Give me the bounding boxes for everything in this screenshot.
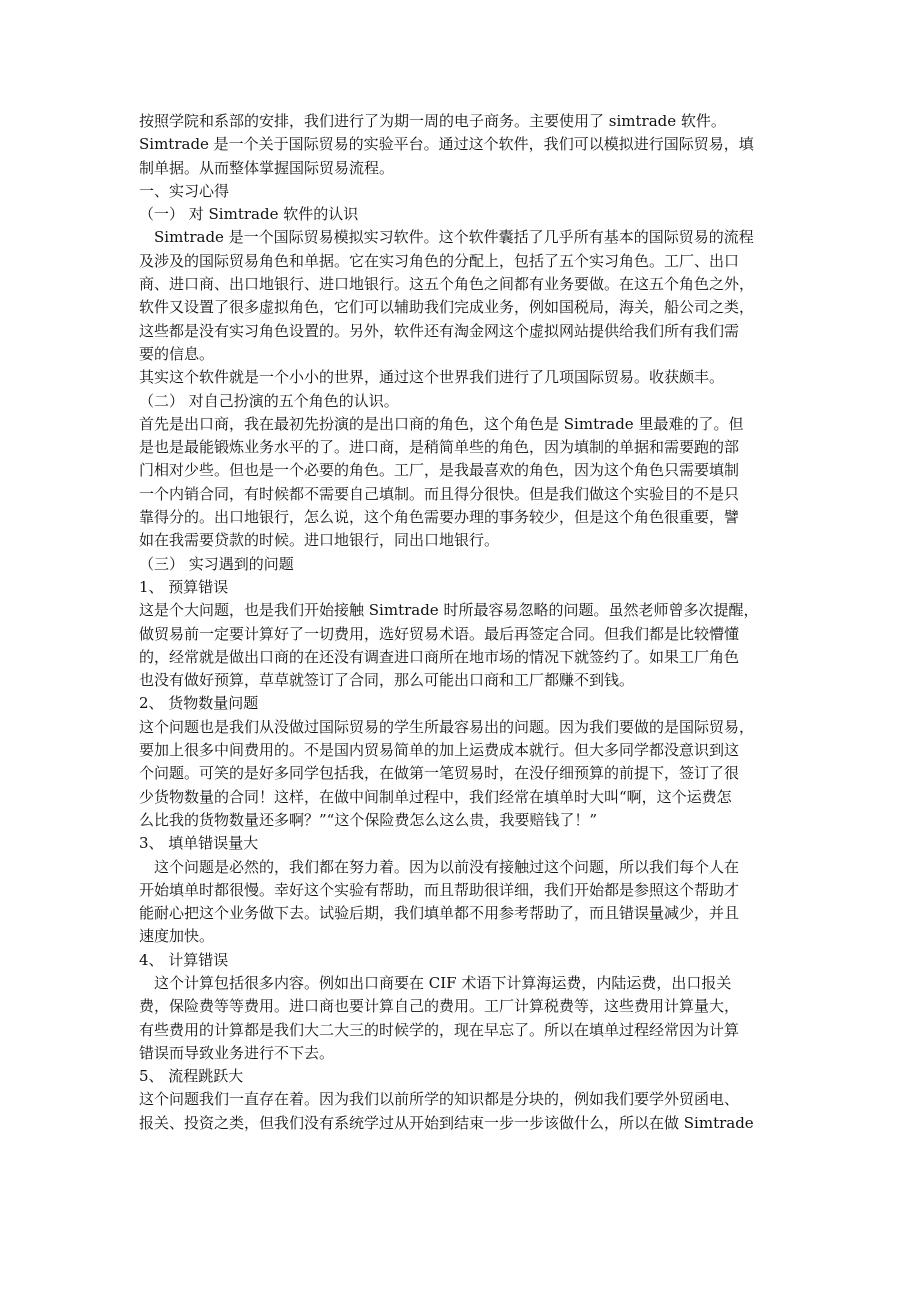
text-line: Simtrade 是一个关于国际贸易的实验平台。通过这个软件，我们可以模拟进行国际贸易，填	[139, 135, 754, 154]
text-line: 软件又设置了很多虚拟角色，它们可以辅助我们完成业务，例如国税局，海关，船公司之类，	[139, 298, 755, 317]
text-line: 这是个大问题，也是我们开始接触 Simtrade 时所最容易忽略的问题。虽然老师曾多次提醒，	[139, 601, 759, 620]
text-line: 速度加快。	[139, 927, 215, 946]
text-line: 这些都是没有实习角色设置的。另外，软件还有淘金网这个虚拟网站提供给我们所有我们需	[139, 321, 740, 340]
text-line: 如在我需要贷款的时候。进口地银行，同出口地银行。	[139, 531, 500, 550]
text-line: Simtrade 是一个国际贸易模拟实习软件。这个软件囊括了几乎所有基本的国际贸易的流程	[154, 228, 754, 247]
text-line: 费，保险费等等费用。进口商也要计算自己的费用。工厂计算税费等，这些费用计算量大，	[139, 997, 740, 1016]
text-line: 要加上很多中间费用的。不是国内贸易简单的加上运费成本就行。但大多同学都没意识到这	[139, 741, 740, 760]
text-line: 的，经常就是做出口商的在还没有调查进口商所在地市场的情况下就签约了。如果工厂角色	[139, 647, 740, 666]
text-line: 这个问题也是我们从没做过国际贸易的学生所最容易出的问题。因为我们要做的是国际贸易，	[139, 717, 755, 736]
text-line: 这个计算包括很多内容。例如出口商要在 CIF 术语下计算海运费，内陆运费，出口报关	[154, 973, 732, 992]
text-line: 其实这个软件就是一个小小的世界，通过这个世界我们进行了几项国际贸易。收获颇丰。	[139, 368, 725, 387]
text-line: 商、进口商、出口地银行、进口地银行。这五个角色之间都有业务要做。在这五个角色之外，	[139, 275, 755, 294]
text-line: 首先是出口商，我在最初先扮演的是出口商的角色，这个角色是 Simtrade 里最难的了。但	[139, 414, 744, 433]
text-line: 能耐心把这个业务做下去。试验后期，我们填单都不用参考帮助了，而且错误量减少，并且	[139, 904, 740, 923]
text-line: 做贸易前一定要计算好了一切费用，选好贸易术语。最后再签定合同。但我们都是比较懵懂	[139, 624, 740, 643]
text-line: 报关、投资之类，但我们没有系统学过从开始到结束一步一步该做什么，所以在做 Simtrade	[139, 1113, 754, 1132]
subsection-heading: （三） 实习遇到的问题	[139, 554, 294, 573]
item-heading: 3、 填单错误量大	[139, 834, 259, 853]
text-line: 个问题。可笑的是好多同学包括我，在做第一笔贸易时，在没仔细预算的前提下，签订了很	[139, 764, 740, 783]
text-line: 少货物数量的合同！这样，在做中间制单过程中，我们经常在填单时大叫“啊，这个运费怎	[139, 787, 732, 806]
item-heading: 2、 货物数量问题	[139, 694, 259, 713]
item-heading: 4、 计算错误	[139, 950, 229, 969]
text-line: 也没有做好预算，草草就签订了合同，那么可能出口商和工厂都赚不到钱。	[139, 671, 635, 690]
text-line: 这个问题我们一直存在着。因为我们以前所学的知识都是分块的，例如我们要学外贸函电、	[139, 1090, 740, 1109]
text-line: 错误而导致业务进行不下去。	[139, 1043, 335, 1062]
subsection-heading: （二） 对自己扮演的五个角色的认识。	[139, 391, 399, 410]
text-line: 有些费用的计算都是我们大二大三的时候学的，现在早忘了。所以在填单过程经常因为计算	[139, 1020, 740, 1039]
text-line: 么比我的货物数量还多啊？”“这个保险费怎么这么贵，我要赔钱了！”	[139, 810, 598, 829]
text-line: 这个问题是必然的，我们都在努力着。因为以前没有接触过这个问题，所以我们每个人在	[154, 857, 740, 876]
text-line: 是也是最能锻炼业务水平的了。进口商，是稍简单些的角色，因为填制的单据和需要跑的部	[139, 438, 740, 457]
text-line: 一个内销合同，有时候都不需要自己填制。而且得分很快。但是我们做这个实验目的不是只	[139, 484, 740, 503]
item-heading: 5、 流程跳跃大	[139, 1067, 244, 1086]
text-line: 及涉及的国际贸易角色和单据。它在实习角色的分配上，包括了五个实习角色。工厂、出口	[139, 251, 740, 270]
text-line: 要的信息。	[139, 344, 215, 363]
text-line: 制单据。从而整体掌握国际贸易流程。	[139, 158, 395, 177]
text-line: 靠得分的。出口地银行，怎么说，这个角色需要办理的事务较少，但是这个角色很重要，譬	[139, 508, 740, 527]
text-line: 门相对少些。但也是一个必要的角色。工厂，是我最喜欢的角色，因为这个角色只需要填制	[139, 461, 740, 480]
text-line: 开始填单时都很慢。幸好这个实验有帮助，而且帮助很详细，我们开始都是参照这个帮助才	[139, 880, 740, 899]
subsection-heading: （一） 对 Simtrade 软件的认识	[139, 205, 359, 224]
document-body	[139, 110, 789, 1135]
section-heading: 一、实习心得	[139, 181, 230, 200]
item-heading: 1、 预算错误	[139, 577, 229, 596]
text-line: 按照学院和系部的安排，我们进行了为期一周的电子商务。主要使用了 simtrade 软件。	[139, 112, 726, 130]
